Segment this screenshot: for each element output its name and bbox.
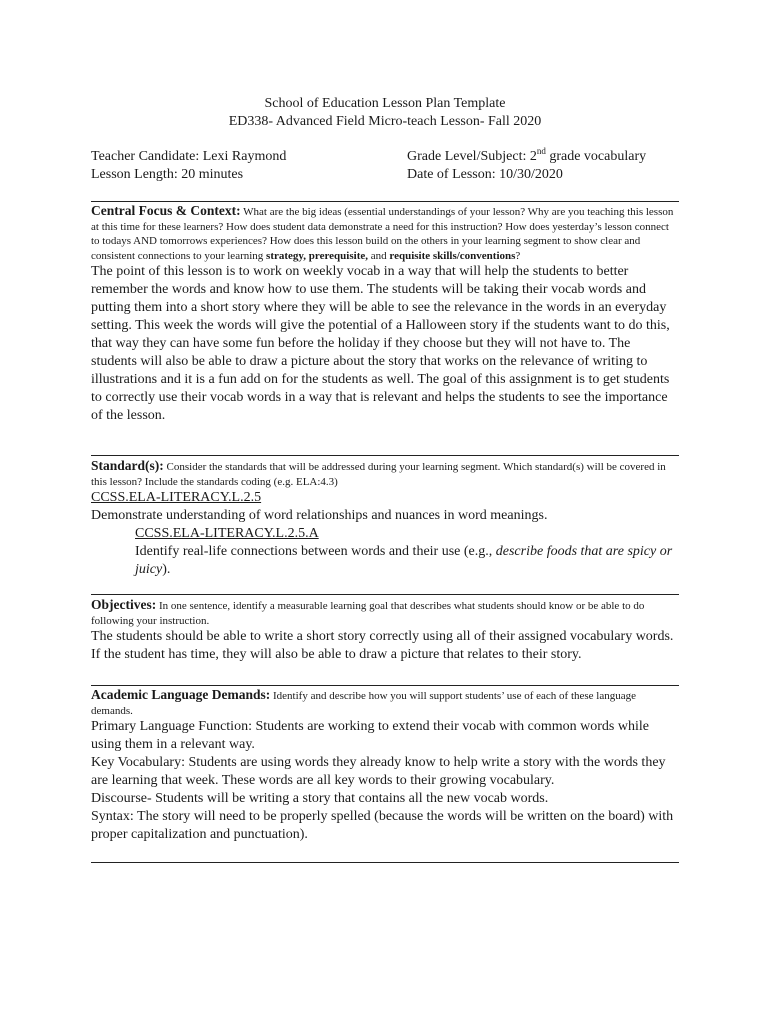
- standard-sub-description-end: ).: [162, 562, 171, 577]
- objectives-label: Objectives:: [91, 597, 157, 612]
- standards-prompt-text: Consider the standards that will be addressed during your learning segment. Which standard(s) will be covered in this lesson? Include the standards coding (e.g. ELA:4.3): [91, 461, 666, 488]
- standards-section: [91, 459, 679, 579]
- central-focus-prompt-text-2: and: [368, 249, 390, 262]
- academic-language-prompt-text: Identify and describe how you will support students’ use of each of these language demands.: [91, 690, 636, 717]
- standard-code-link[interactable]: CCSS.ELA-LITERACY.L.2.5: [91, 490, 262, 505]
- document-title: School of Education Lesson Plan Template: [264, 96, 506, 111]
- central-focus-prompt-text-3: ?: [515, 249, 521, 262]
- grade-level-suffix: grade vocabulary: [545, 149, 647, 164]
- central-focus-label: Central Focus & Context:: [91, 203, 241, 218]
- central-focus-prompt: [91, 204, 679, 263]
- objectives-prompt-text: In one sentence, identify a measurable learning goal that describes what students should know or be able to do following your instruction.: [91, 600, 645, 627]
- grade-level-prefix: Grade Level/Subject: 2: [407, 149, 537, 164]
- central-focus-prompt-bold-2: requisite skills/conventions: [389, 249, 516, 262]
- standards-label: Standard(s):: [91, 458, 164, 473]
- section-divider: [91, 201, 679, 202]
- grade-level: [407, 148, 646, 165]
- objectives-body: The students should be able to write a short story correctly using all of their assigned vocabulary words. If the student has time, they will also be able to draw a picture that relates to their story.: [91, 629, 674, 662]
- standard-subcode-link[interactable]: CCSS.ELA-LITERACY.L.2.5.A: [135, 526, 319, 541]
- central-focus-prompt-text: What are the big ideas (essential understandings of your lesson? Why are you teaching this lesson at this time for these learners? How does student data demonstrate a need for this instruction? How does yesterday’s lesson connect to todays AND tomorrows experiences? How does this lesson build on the others in your learning segment to show clear and consistent connections to your learning: [91, 206, 674, 262]
- standard-description: Demonstrate understanding of word relationships and nuances in word meanings.: [91, 508, 548, 523]
- syntax: Syntax: The story will need to be properly spelled (because the words will be written on the board) with proper capitalization and punctuation).: [91, 809, 674, 842]
- discourse: Discourse- Students will be writing a story that contains all the new vocab words.: [91, 791, 549, 806]
- academic-language-label: Academic Language Demands:: [91, 687, 271, 702]
- section-divider: [91, 685, 679, 686]
- course-title: ED338- Advanced Field Micro-teach Lesson- Fall 2020: [228, 114, 542, 129]
- standard-sub-description-text: Identify real-life connections between words and their use (e.g.,: [135, 544, 496, 559]
- objectives-section: [91, 598, 679, 664]
- central-focus-prompt-bold: strategy, prerequisite,: [266, 249, 368, 262]
- academic-language-prompt: [91, 688, 679, 718]
- teacher-candidate: Teacher Candidate: Lexi Raymond: [91, 149, 287, 164]
- language-function: Primary Language Function: Students are working to extend their vocab with common words while using them in a relevant way.: [91, 719, 649, 752]
- central-focus-body: The point of this lesson is to work on weekly vocab in a way that will help the students to better remember the words and know how to use them. The students will be taking their vocab words and putting them into a short story where they will be able to see the relevance in the words in an everyday setting. This week the words will give the potential of a Halloween story if the students want to do this, that way they can have some fun before the holiday if they choose but they will not have to. The students will also be able to draw a picture about the story that works on the relevance of writing to illustrations and it is a fun add on for the students as well. The goal of this assignment is to get students to correctly use their vocab words in a way that is relevant and helps the students to see the importance of the lesson.: [91, 264, 670, 423]
- section-divider: [91, 862, 679, 863]
- standard-sub-description: [91, 543, 679, 579]
- academic-language-section: [91, 688, 679, 844]
- grade-level-superscript: nd: [536, 146, 546, 156]
- central-focus-section: [91, 204, 679, 425]
- lesson-date: Date of Lesson: 10/30/2020: [407, 167, 563, 182]
- key-vocabulary: Key Vocabulary: Students are using words they already know to help write a story with the words they are learning that week. These words are all key words to their growing vocabulary.: [91, 755, 666, 788]
- standards-prompt: [91, 459, 679, 489]
- objectives-prompt: [91, 598, 679, 628]
- standard-sub-description-example: describe foods that are spicy or juicy: [135, 544, 673, 577]
- lesson-length: Lesson Length: 20 minutes: [91, 167, 244, 182]
- section-divider: [91, 455, 679, 456]
- section-divider: [91, 594, 679, 595]
